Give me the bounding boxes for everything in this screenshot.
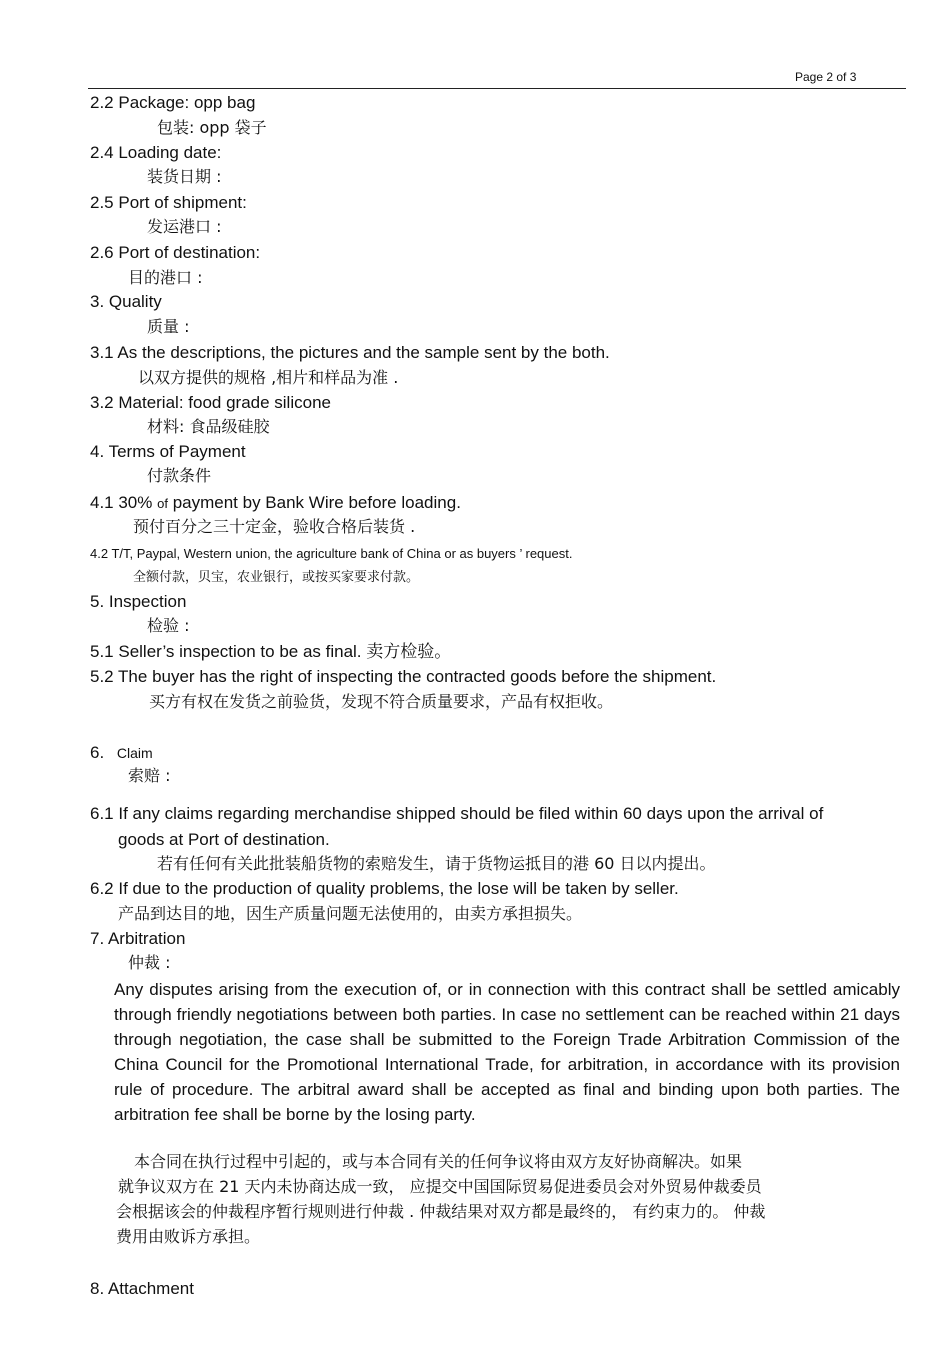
arbitration-zh-line-1: 本合同在执行过程中引起的，或与本合同有关的任何争议将由双方友好协商解决。如果 [134, 1152, 743, 1171]
arbitration-zh-line-2: 就争议双方在 21 天内未协商达成一致， 应提交中国国际贸易促进委员会对外贸易仲裁委员 [118, 1177, 762, 1196]
claim-heading-text: Claim [116, 745, 153, 761]
arbitration-heading: 7. Arbitration [90, 929, 186, 948]
attachment-heading: 8. Attachment [90, 1279, 194, 1298]
payment-clause-4-1-text: payment by Bank Wire before loading. [172, 493, 461, 512]
payment-heading: 4. Terms of Payment [90, 442, 246, 461]
claim-heading-num: 6. [90, 743, 105, 762]
claim-clause-6-1-cont: goods at Port of destination. [118, 830, 330, 849]
inspection-clause-5-2: 5.2 The buyer has the right of inspecting the contracted goods before the shipment. [90, 667, 717, 686]
payment-clause-4-1-zh: 预付百分之三十定金，验收合格后装货 . [133, 517, 416, 536]
inspection-heading-zh: 检验 : [147, 616, 190, 635]
quality-clause-3-2: 3.2 Material: food grade silicone [90, 393, 331, 412]
claim-clause-6-2-zh: 产品到达目的地，因生产质量问题无法使用的，由卖方承担损失。 [118, 904, 583, 923]
arbitration-zh-line-3: 会根据该会的仲裁程序暂行规则进行仲裁 . 仲裁结果对双方都是最终的， 有约束力的。 仲裁 [116, 1202, 766, 1221]
port-of-destination-zh: 目的港口 : [128, 268, 203, 287]
claim-heading [90, 743, 153, 763]
inspection-heading: 5. Inspection [90, 592, 187, 611]
payment-clause-4-1 [90, 493, 461, 514]
port-of-destination-line: 2.6 Port of destination: [90, 243, 261, 262]
claim-heading-zh: 索赔 : [128, 766, 171, 785]
claim-clause-6-1-zh: 若有任何有关此批装船货物的索赔发生，请于货物运抵目的港 60 日以内提出。 [157, 854, 716, 873]
claim-clause-6-2: 6.2 If due to the production of quality problems, the lose will be taken by seller. [90, 879, 679, 898]
inspection-clause-5-1: 5.1 Seller’s inspection to be as final. 卖方检验。 [90, 642, 452, 661]
arbitration-paragraph: Any disputes arising from the execution of, or in connection with this contract shall be settled amicably through friendly negotiations between both parties. In case no settlement can be reached within 21 days through negotiation, the case shall be submitted to the Foreign Trade Arbitration Commission of the China Council for the Promotional International Trade, for arbitration, in accordance with its provision rule of procedure. The arbitral award shall be accepted as final and binding upon both parties. The arbitration fee shall be borne by the losing party. [114, 980, 900, 1124]
loading-date-zh: 装货日期 : [147, 167, 222, 186]
loading-date-line: 2.4 Loading date: [90, 143, 222, 162]
port-of-shipment-line: 2.5 Port of shipment: [90, 193, 247, 212]
payment-clause-4-1-of: of [157, 496, 168, 511]
page-number: Page 2 of 3 [795, 70, 857, 84]
arbitration-zh-line-4: 费用由败诉方承担。 [116, 1227, 261, 1246]
quality-heading-zh: 质量 : [147, 317, 190, 336]
package-zh: 包装: opp 袋子 [157, 118, 267, 137]
quality-clause-3-1-zh: 以双方提供的规格 ,相片和样品为准 . [138, 368, 399, 387]
package-line: 2.2 Package: opp bag [90, 93, 256, 112]
payment-clause-4-2: 4.2 T/T, Paypal, Western union, the agriculture bank of China or as buyers ’ request. [90, 546, 573, 561]
quality-clause-3-1: 3.1 As the descriptions, the pictures and the sample sent by the both. [90, 343, 610, 362]
port-of-shipment-zh: 发运港口 : [147, 217, 222, 236]
quality-heading: 3. Quality [90, 292, 162, 311]
inspection-clause-5-2-zh: 买方有权在发货之前验货，发现不符合质量要求，产品有权拒收。 [149, 692, 614, 711]
header-rule [88, 88, 906, 89]
quality-clause-3-2-zh: 材料: 食品级硅胶 [147, 417, 270, 436]
payment-clause-4-1-num: 4.1 30% [90, 493, 153, 512]
payment-clause-4-2-zh: 全额付款，贝宝，农业银行，或按买家要求付款。 [133, 570, 420, 585]
payment-heading-zh: 付款条件 [147, 466, 212, 485]
claim-clause-6-1: 6.1 If any claims regarding merchandise shipped should be filed within 60 days upon the arrival of [90, 804, 824, 823]
arbitration-heading-zh: 仲裁 : [128, 953, 171, 972]
